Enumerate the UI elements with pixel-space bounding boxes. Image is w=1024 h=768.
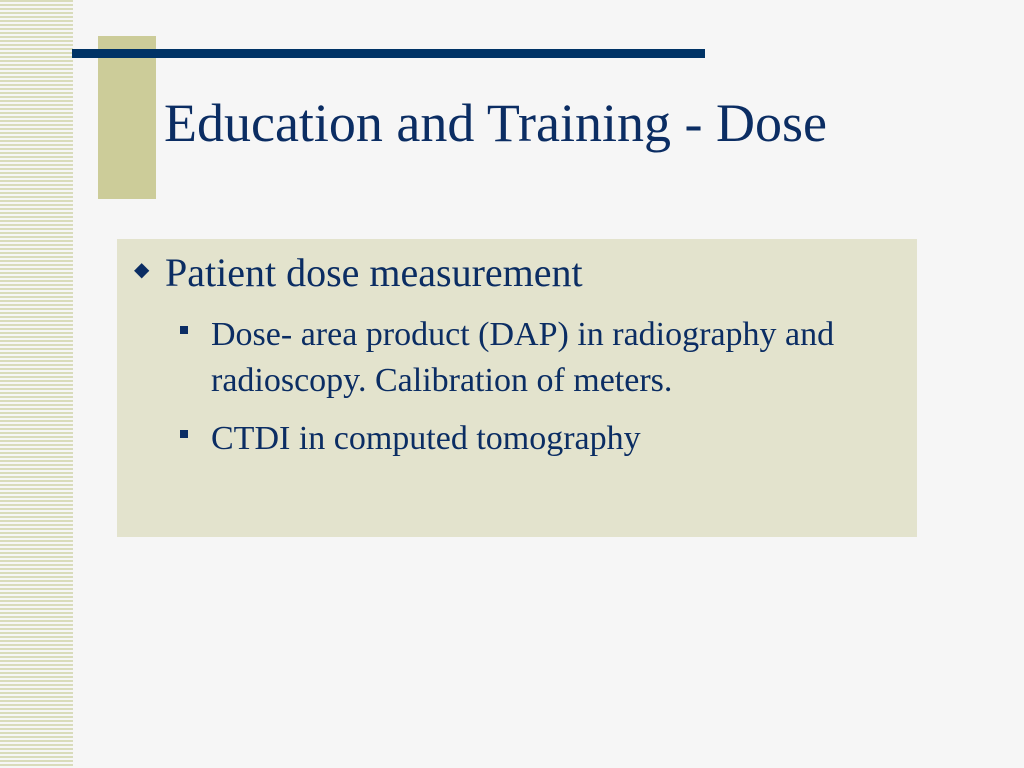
striped-side-panel	[0, 0, 73, 768]
slide-title: Education and Training - Dose	[164, 93, 827, 153]
title-rule	[72, 49, 705, 58]
subbullet-text: CTDI in computed tomography	[211, 420, 641, 457]
title-accent-block	[98, 36, 156, 199]
square-bullet-icon	[180, 326, 188, 334]
square-bullet-icon	[180, 430, 188, 438]
diamond-bullet-icon: ◆	[134, 259, 150, 281]
bullet-text: Patient dose measurement	[165, 250, 583, 295]
subbullet-text: Dose- area product (DAP) in radiography and radioscopy. Calibration of meters.	[211, 316, 835, 399]
